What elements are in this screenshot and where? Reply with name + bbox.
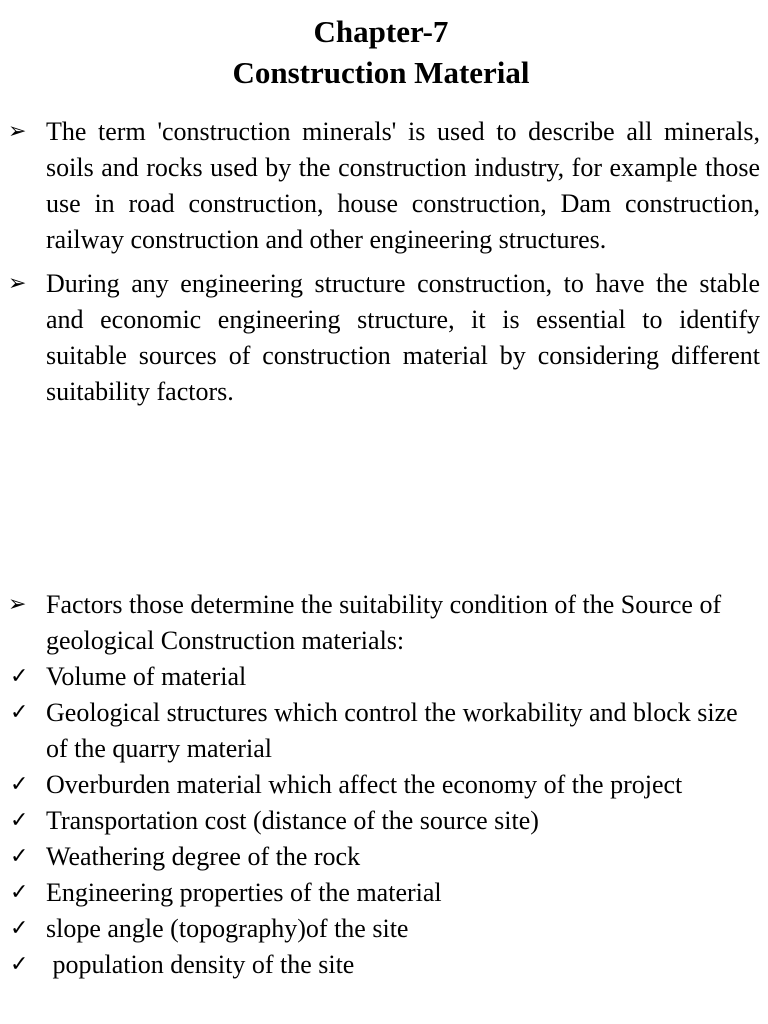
factor-text: Transportation cost (distance of the source site) — [46, 806, 539, 835]
checkmark-icon: ✓ — [10, 952, 29, 977]
intro-bullet-text: During any engineering structure construction, to have the stable and economic engineering structure, it is essential to identify suitable sources of construction material by considering different suitability factors. — [46, 269, 760, 406]
intro-bullet — [0, 266, 768, 410]
factor-text: Weathering degree of the rock — [46, 842, 361, 871]
factor-text: Overburden material which affect the economy of the project — [46, 770, 683, 799]
factor-text: population density of the site — [46, 950, 355, 979]
factor-item — [0, 839, 768, 875]
arrow-bullet-icon: ➢ — [8, 271, 27, 296]
factor-item — [0, 803, 768, 839]
chapter-label: Chapter-7 — [313, 14, 449, 49]
factor-item — [0, 947, 768, 983]
arrow-bullet-icon: ➢ — [8, 119, 27, 144]
intro-bullet-text: The term 'construction minerals' is used to describe all minerals, soils and rocks used by the construction industry, for example those use in road construction, house construction, Dam construction, railway construction and other engineering structures. — [46, 117, 760, 254]
checkmark-icon: ✓ — [10, 700, 29, 725]
factor-text: Geological structures which control the workability and block size of the quarry material — [46, 698, 738, 763]
factor-item — [0, 695, 768, 767]
checkmark-icon: ✓ — [10, 880, 29, 905]
factor-item — [0, 875, 768, 911]
factors-heading — [0, 587, 768, 659]
intro-bullet — [0, 114, 768, 258]
intro-bullet-list — [0, 114, 768, 410]
factor-text: Engineering properties of the material — [46, 878, 442, 907]
checkmark-icon: ✓ — [10, 772, 29, 797]
factor-item — [0, 767, 768, 803]
checkmark-icon: ✓ — [10, 664, 29, 689]
factor-text: Volume of material — [46, 662, 247, 691]
factor-item — [0, 911, 768, 947]
factor-text: slope angle (topography)of the site — [46, 914, 409, 943]
checkmark-icon: ✓ — [10, 844, 29, 869]
checkmark-icon: ✓ — [10, 916, 29, 941]
factors-list — [0, 587, 768, 983]
factor-item — [0, 659, 768, 695]
checkmark-icon: ✓ — [10, 808, 29, 833]
factors-heading-text: Factors those determine the suitability condition of the Source of geological Construction materials: — [46, 590, 722, 655]
chapter-title: Construction Material — [232, 55, 530, 90]
arrow-bullet-icon: ➢ — [8, 592, 27, 617]
